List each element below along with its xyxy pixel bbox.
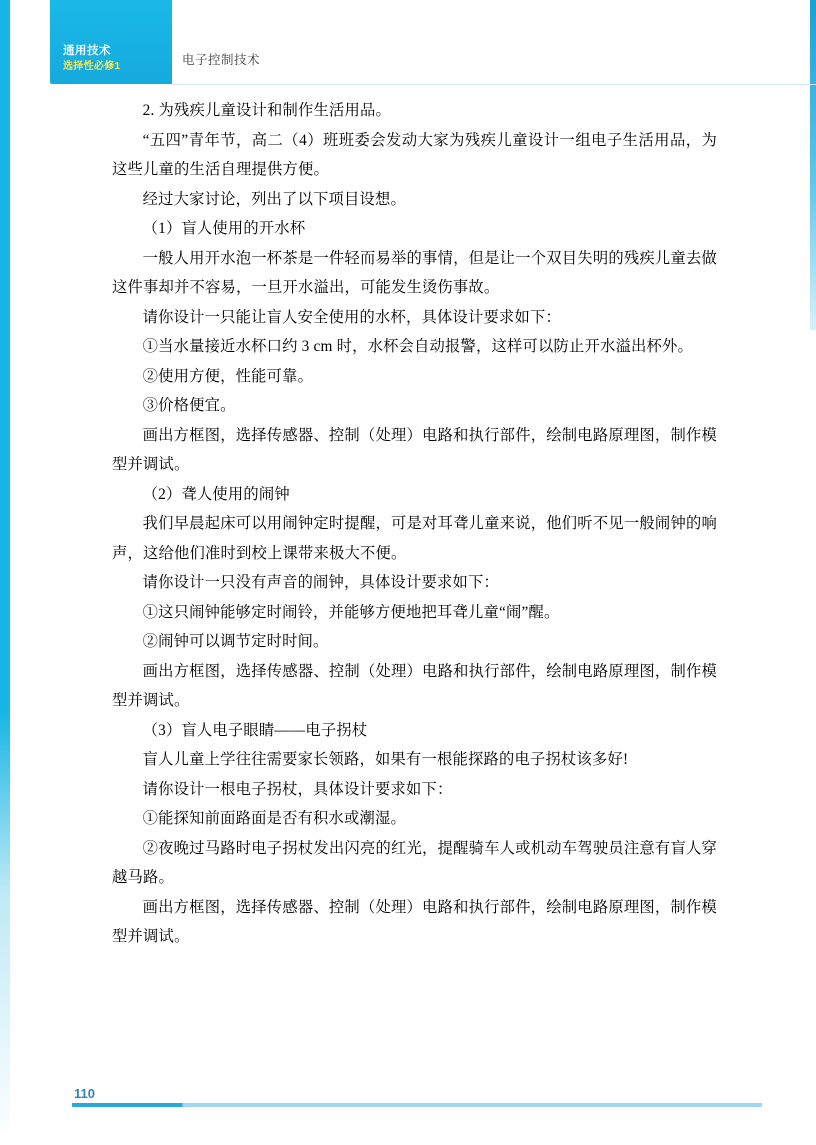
paragraph: 请你设计一根电子拐杖，具体设计要求如下： — [142, 780, 453, 798]
paragraph: 请你设计一只没有声音的闹钟，具体设计要求如下： — [142, 574, 500, 591]
body-content — [112, 96, 717, 952]
paragraph: （2）聋人使用的闹钟 — [142, 485, 290, 503]
paragraph: 2. 为残疾儿童设计和制作生活用品。 — [142, 102, 391, 119]
paragraph: 盲人儿童上学往往需要家长领路，如果有一根能探路的电子拐杖该多好! — [142, 751, 629, 768]
subject-tab — [50, 0, 172, 84]
paragraph: 我们早晨起床可以用闹钟定时提醒，可是对耳聋儿童来说，他们听不见一般闹钟的响声，这给他们准时到校上课带来极大不便。 — [112, 515, 717, 562]
paragraph: 画出方框图，选择传感器、控制（处理）电路和执行部件，绘制电路原理图，制作模型并调试。 — [112, 426, 717, 473]
subject-title: 通用技术 — [63, 45, 111, 57]
paragraph: 请你设计一只能让盲人安全使用的水杯，具体设计要求如下： — [142, 308, 562, 326]
paragraph: （1）盲人使用的开水杯 — [142, 220, 306, 237]
paragraph: ②闹钟可以调节定时时间。 — [142, 633, 329, 650]
left-edge-decoration — [0, 0, 10, 1145]
page-footer — [0, 1085, 816, 1145]
paragraph: ②使用方便，性能可靠。 — [142, 367, 314, 385]
paragraph: 画出方框图，选择传感器、控制（处理）电路和执行部件，绘制电路原理图，制作模型并调试。 — [112, 898, 717, 945]
chapter-title: 电子控制技术 — [182, 53, 261, 67]
subject-subtitle: 选择性必修1 — [63, 61, 121, 72]
paragraph: 经过大家讨论，列出了以下项目设想。 — [142, 190, 407, 208]
page-number: 110 — [74, 1086, 95, 1101]
paragraph: ①能探知前面路面是否有积水或潮湿。 — [142, 810, 407, 827]
paragraph: （3）盲人电子眼睛——电子拐杖 — [142, 721, 368, 739]
paragraph: 一般人用开水泡一杯茶是一件轻而易举的事情，但是让一个双目失明的残疾儿童去做这件事却并不容易，一旦开水溢出，可能发生烫伤事故。 — [112, 249, 717, 296]
header-divider — [172, 84, 816, 85]
footer-bottom-edge — [0, 1129, 816, 1145]
page-header — [10, 0, 816, 84]
paragraph: ③价格便宜。 — [142, 397, 236, 414]
paragraph: ②夜晚过马路时电子拐杖发出闪亮的红光，提醒骑车人或机动车驾驶员注意有盲人穿越马路。 — [112, 839, 717, 886]
paragraph: ①当水量接近水杯口约 3 cm 时，水杯会自动报警，这样可以防止开水溢出杯外。 — [142, 338, 694, 355]
paragraph: ①这只闹钟能够定时闹铃，并能够方便地把耳聋儿童“闹”醒。 — [142, 603, 560, 621]
footer-divider — [72, 1103, 762, 1107]
paragraph: “五四”青年节，高二（4）班班委会发动大家为残疾儿童设计一组电子生活用品，为这些儿童的生活自理提供方便。 — [112, 131, 717, 178]
paragraph: 画出方框图，选择传感器、控制（处理）电路和执行部件，绘制电路原理图，制作模型并调试。 — [112, 662, 717, 709]
